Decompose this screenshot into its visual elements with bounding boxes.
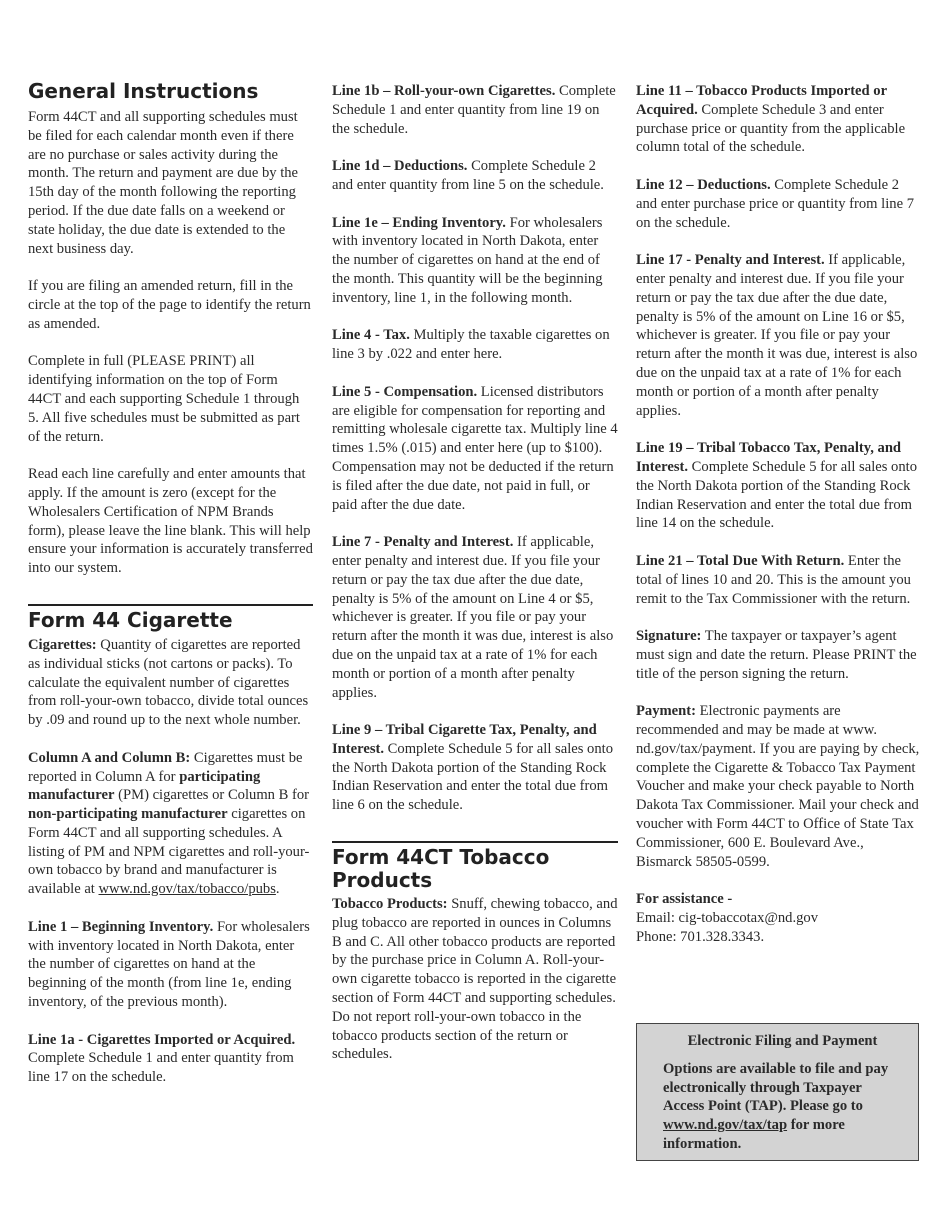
general-paragraph-3: Complete in full (PLEASE PRINT) all identifying information on the top of Form 44CT and each supporting Schedule 1 through 5. All five schedules must be submitted as part of the return.: [28, 353, 300, 445]
line-21-label: Line 21 – Total Due With Return.: [636, 552, 845, 569]
line-1d-label: Line 1d – Deductions.: [332, 158, 468, 175]
line-9-paragraph: [332, 721, 618, 815]
line-1-text: For wholesalers with inventory located in North Dakota, enter the number of cigarettes on hand at the beginning of the month (from line 1e, ending inventory, of the previous month).: [28, 918, 310, 1011]
assistance-label-text: For assistance -: [636, 891, 733, 908]
line-1a-label: Line 1a - Cigarettes Imported or Acquired.: [28, 1031, 296, 1048]
line-5-paragraph: [332, 383, 618, 515]
line-11-label: Line 11 – Tobacco Products Imported or Acquired.: [636, 83, 887, 118]
line-17-text: If applicable, enter penalty and interest due. If you file your return or pay the tax due after the due date, penalty is 5% of the amount on Line 16 or $5, whichever is greater. If you file or pay your return after the month it was due, interest is also due on the unpaid tax at a rate of 1% for each month or portion of a month after penalty applies.: [636, 252, 918, 419]
line-9-text: Complete Schedule 5 for all sales onto the North Dakota portion of the Standing Rock Indian Reservation and enter the total due from line 6 on the schedule.: [332, 740, 614, 814]
line-19-paragraph: [636, 439, 922, 533]
line-1a-paragraph: [28, 1031, 313, 1087]
column-ab-text-1: Cigarettes must be reported in Column A for: [28, 749, 303, 785]
cigarettes-text: Quantity of cigarettes are reported as individual sticks (not cartons or packs). To calculate the equivalent number of cigarettes from roll-your-own tobacco, divide total ounces by .09 and round up to the next whole number.: [28, 636, 309, 729]
tobacco-products-text: Snuff, chewing tobacco, and plug tobacco are reported in ounces in Columns B and C. All other tobacco products are reported by the purchase price in Column A. Roll-your-own cigarette tobacco is reported in the cigarette section of Form 44CT and supporting schedules. Do not report roll-your-own tobacco in the tobacco products section of the return or schedules.: [332, 896, 618, 1063]
column-ab-paragraph: [28, 749, 313, 899]
line-12-label: Line 12 – Deductions.: [636, 176, 771, 193]
form-44-cigarette-section: [28, 604, 313, 632]
electronic-filing-title: Electronic Filing and Payment: [687, 1033, 878, 1049]
line-4-text: Multiply the taxable cigarettes on line 3 by .022 and enter here.: [332, 327, 610, 363]
line-1e-text: For wholesalers with inventory located in North Dakota, enter the number of cigarettes on hand at the end of the month. This quantity will be the beginning inventory, line 1, in the following month.: [332, 214, 603, 306]
form-44ct-tobacco-section: [332, 841, 618, 892]
form-44-cigarette-heading: Form 44 Cigarette: [28, 607, 233, 632]
line-11-paragraph: [636, 82, 922, 157]
general-paragraph-1: Form 44CT and all supporting schedules must be filed for each calendar month even if there are no purchase or sales activity during the month. The return and payment are due by the 15th day of the month following the reporting period. If the due date falls on a weekend or state holiday, the due date is extended to the next business day.: [28, 109, 299, 257]
assistance-label: [636, 890, 922, 909]
line-1b-label: Line 1b – Roll-your-own Cigarettes.: [332, 83, 556, 99]
line-17-paragraph: [636, 251, 922, 420]
line-17-label: Line 17 - Penalty and Interest.: [636, 252, 825, 269]
column-1: [28, 80, 313, 1087]
line-1e-paragraph: [332, 214, 618, 308]
general-paragraph-4: Read each line carefully and enter amounts that apply. If the amount is zero (except for the Wholesalers Certification of NPM Brands form), please leave the line blank. This will help ensure your information is accurately transferred into our system.: [28, 466, 313, 577]
electronic-filing-text: [663, 1060, 902, 1154]
assistance-phone: Phone: 701.328.3343.: [636, 928, 765, 945]
electronic-filing-box: [636, 1023, 919, 1161]
signature-text: The taxpayer or taxpayer’s agent must sign and date the return. Please PRINT the title of the person signing the return.: [636, 628, 917, 682]
signature-paragraph: [636, 627, 922, 683]
non-participating-manufacturer: non-participating manufacturer: [28, 806, 228, 823]
tap-link[interactable]: www.nd.gov/tax/tap: [663, 1117, 788, 1134]
line-5-label: Line 5 - Compensation.: [332, 383, 478, 400]
line-1b-text: Complete Schedule 1 and enter quantity from line 19 on the schedule.: [332, 83, 616, 137]
line-7-text: If applicable, enter penalty and interest due. If you file your return or pay the tax due after the due date, penalty is 5% of the amount on Line 4 or $5, whichever is greater. If you file or pay your return after the month it was due, interest is also due on the unpaid tax at a rate of 1% for each month or portion of a month after penalty applies.: [332, 534, 614, 701]
line-5-text: Licensed distributors are eligible for compensation for reporting and remitting wholesale cigarette tax. Multiply line 4 times 1.5% (.015) and enter here (up to $100). Compensation may not be deducted if the return is filed after the due date, not paid in full, or paid after the due date.: [332, 383, 618, 513]
line-7-label: Line 7 - Penalty and Interest.: [332, 534, 514, 551]
line-1d-paragraph: [332, 157, 618, 195]
signature-label: Signature:: [636, 628, 702, 645]
line-1e-label: Line 1e – Ending Inventory.: [332, 214, 506, 231]
cigarettes-paragraph: [28, 636, 313, 730]
column-ab-label: Column A and Column B:: [28, 749, 191, 766]
line-12-text: Complete Schedule 2 and enter purchase price or quantity from line 7 on the schedule.: [636, 176, 914, 231]
column-ab-text-3: cigarettes on Form 44CT and all supporting schedules. A listing of PM and NPM cigarettes and roll-your-own tobacco by brand and manufacturer is available at: [28, 806, 310, 898]
line-21-paragraph: [636, 552, 922, 608]
line-1a-text: Complete Schedule 1 and enter quantity from line 17 on the schedule.: [28, 1050, 294, 1086]
line-1d-text: Complete Schedule 2 and enter quantity from line 5 on the schedule.: [332, 158, 604, 193]
line-4-paragraph: [332, 326, 618, 364]
form-44ct-tobacco-heading: Form 44CT Tobacco Products: [332, 845, 550, 893]
line-1-label: Line 1 – Beginning Inventory.: [28, 918, 214, 935]
line-19-text: Complete Schedule 5 for all sales onto the North Dakota portion of the Standing Rock Indian Reservation and enter the total due from line 14 on the schedule.: [636, 458, 918, 532]
column-2: [332, 82, 618, 1064]
general-instructions-heading: General Instructions: [28, 79, 259, 103]
line-1b-paragraph: [332, 82, 618, 138]
column-3: [636, 82, 922, 947]
assistance-email: Email: cig-tobaccotax@nd.gov: [636, 910, 819, 927]
payment-text: Electronic payments are recommended and may be made at www. nd.gov/tax/payment. If you are paying by check, complete the Cigarette & Tobacco Tax Payment Voucher and make your check payable to North Dakota Tax Commissioner. Mail your check and voucher with Form 44CT to Office of State Tax Commissioner, 600 E. Boulevard Ave., Bismarck 58505-0599.: [636, 703, 920, 870]
line-19-label: Line 19 – Tribal Tobacco Tax, Penalty, and Interest.: [636, 440, 902, 475]
line-11-text: Complete Schedule 3 and enter purchase price or quantity from the applicable column total of the schedule.: [636, 101, 906, 156]
general-paragraph-2: If you are filing an amended return, fill in the circle at the top of the page to identify the return as amended.: [28, 278, 311, 332]
line-12-paragraph: [636, 176, 922, 232]
payment-label: Payment:: [636, 703, 696, 720]
line-9-label: Line 9 – Tribal Cigarette Tax, Penalty, and Interest.: [332, 722, 597, 757]
line-7-paragraph: [332, 533, 618, 702]
tobacco-pubs-link[interactable]: www.nd.gov/tax/tobacco/pubs: [98, 881, 276, 898]
payment-paragraph: [636, 702, 922, 871]
column-ab-text-2: (PM) cigarettes or Column B for: [114, 787, 310, 804]
tobacco-products-paragraph: [332, 895, 618, 1064]
column-ab-end: .: [275, 881, 280, 898]
line-21-text: Enter the total of lines 10 and 20. This is the amount you remit to the Tax Commissioner with the return.: [636, 552, 911, 607]
participating-manufacturer: participating manufacturer: [28, 768, 261, 804]
electronic-filing-text-2: for more information.: [663, 1117, 845, 1152]
line-4-label: Line 4 - Tax.: [332, 327, 410, 344]
tobacco-products-label: Tobacco Products:: [332, 896, 448, 913]
line-1-paragraph: [28, 918, 313, 1012]
cigarettes-label: Cigarettes:: [28, 636, 97, 653]
electronic-filing-text-1: Options are available to file and pay electronically through Taxpayer Access Point (TAP). Please go to: [663, 1060, 889, 1115]
